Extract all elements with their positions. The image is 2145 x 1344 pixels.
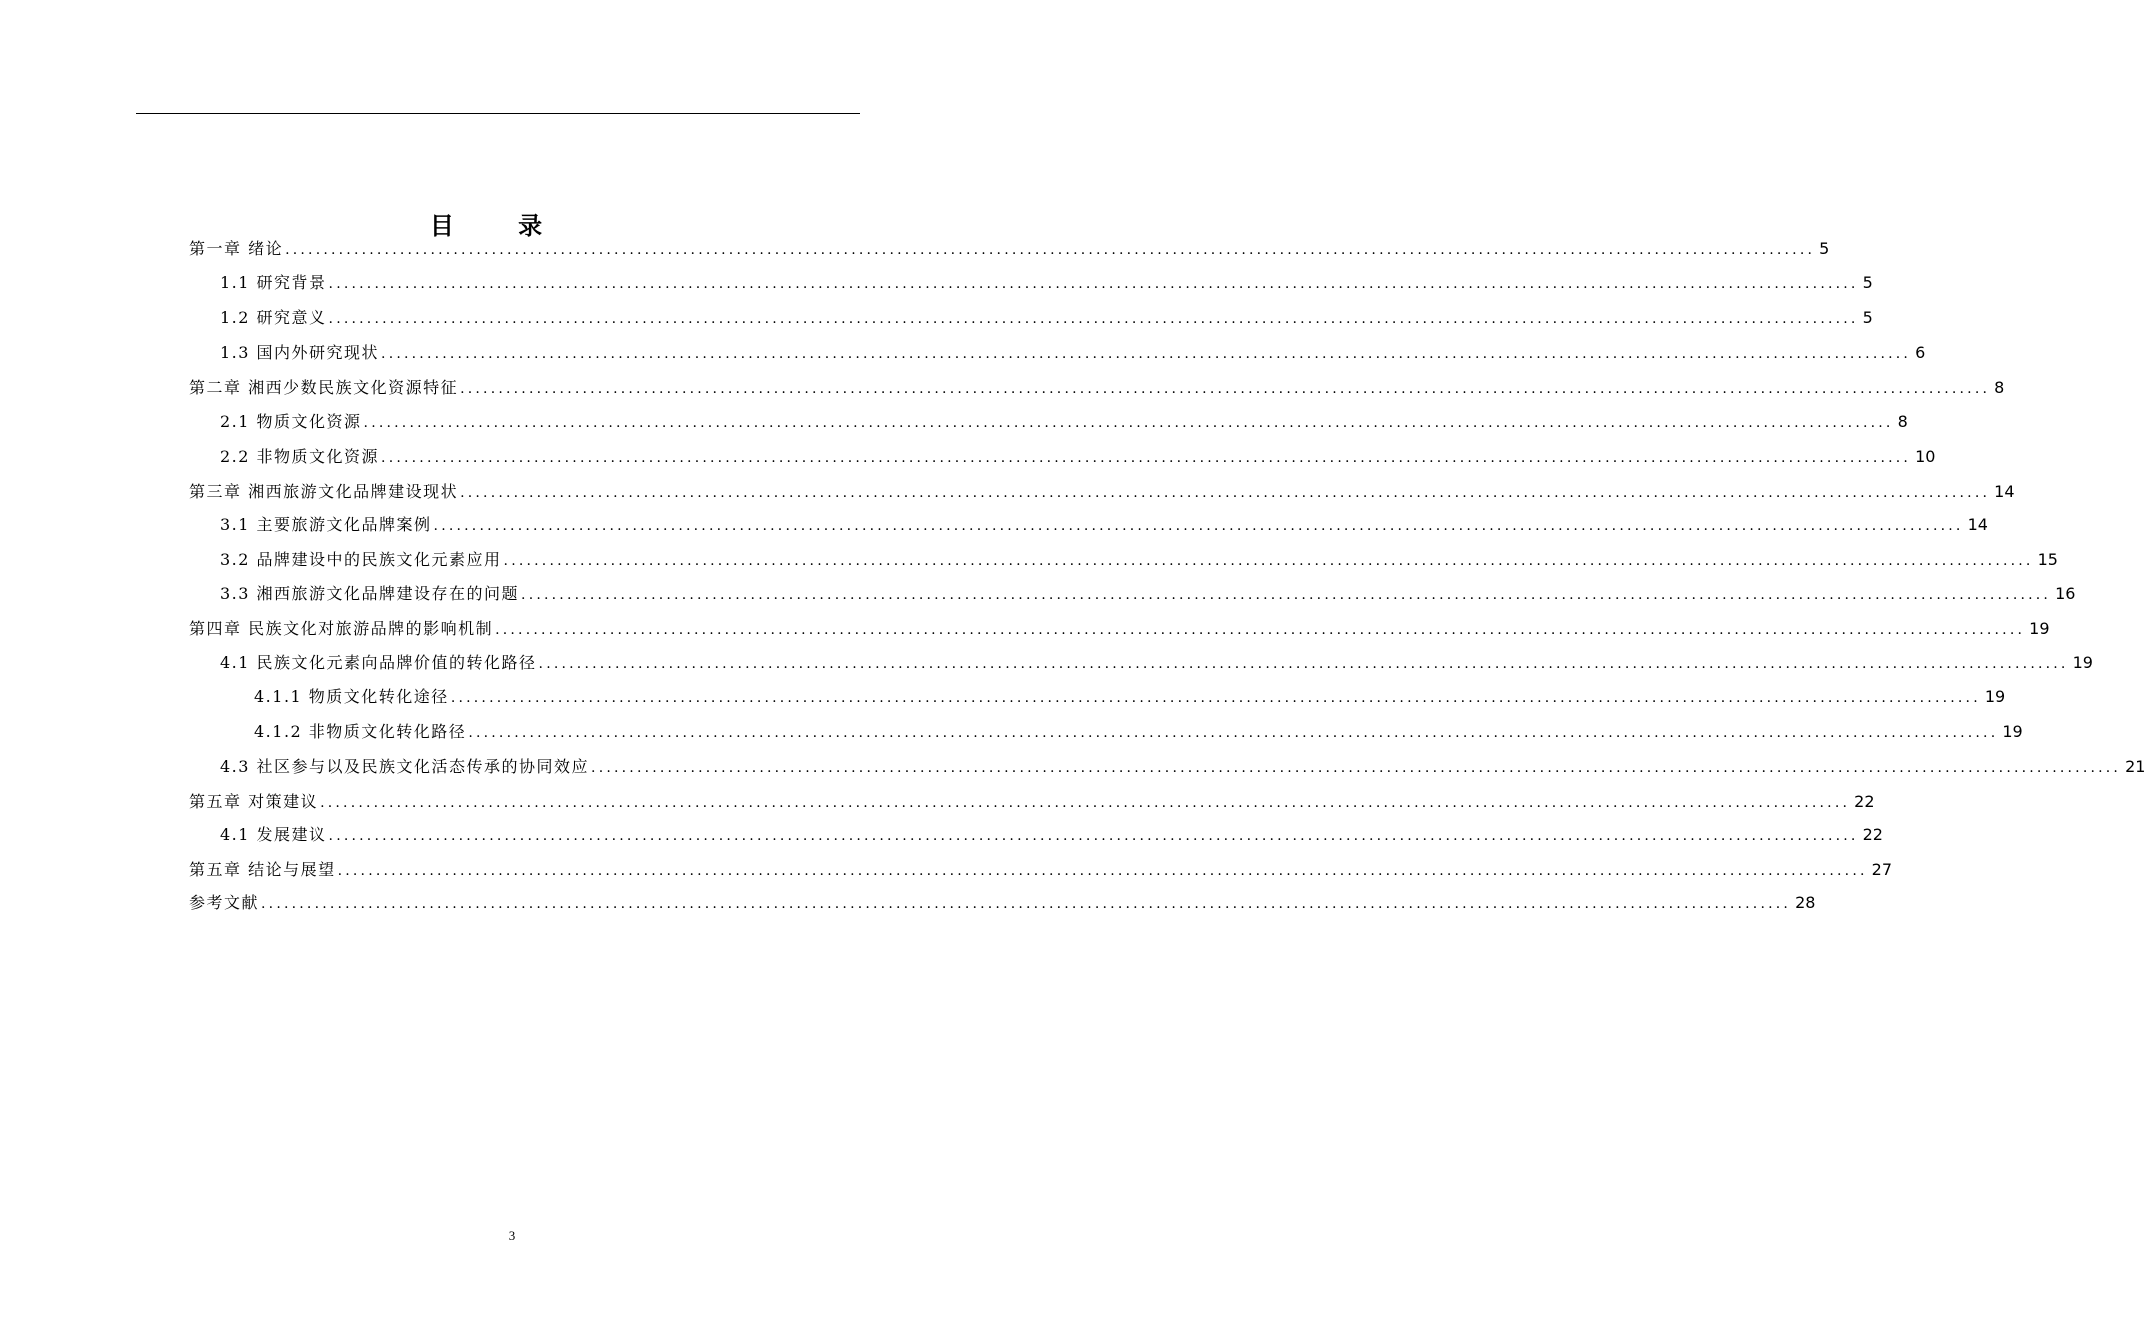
- toc-entry[interactable]: [189, 721, 2023, 743]
- toc-entry-title: 1.1 研究背景: [220, 273, 327, 292]
- toc-leader-dots: ........................................................................................................................................................................................................: [468, 725, 1999, 741]
- toc-leader-dots: ........................................................................................................................................................................................................: [328, 828, 1859, 844]
- toc-entry-page: 5: [1862, 273, 1873, 292]
- toc-entry[interactable]: [189, 446, 1936, 468]
- toc-entry-title: 第一章 绪论: [189, 239, 284, 258]
- toc-entry[interactable]: [189, 583, 2076, 605]
- toc-entry-page: 6: [1915, 343, 1926, 362]
- toc-entry-page: 14: [1994, 482, 2015, 501]
- toc-entry-title: 第四章 民族文化对旅游品牌的影响机制: [189, 619, 494, 638]
- toc-leader-dots: ........................................................................................................................................................................................................: [381, 346, 1912, 362]
- toc-entry[interactable]: [189, 377, 2005, 399]
- toc-entry-title: 参考文献: [189, 893, 260, 912]
- toc-entry-page: 8: [1994, 378, 2005, 397]
- toc-entry[interactable]: [189, 307, 1873, 329]
- toc-entry-page: 28: [1795, 893, 1816, 912]
- toc-entry-page: 16: [2055, 584, 2076, 603]
- toc-entry-title: 4.1.2 非物质文化转化路径: [254, 722, 467, 741]
- toc-entry-title: 2.1 物质文化资源: [220, 412, 362, 431]
- toc-entry-page: 27: [1871, 860, 1892, 879]
- toc-entry-title: 第三章 湘西旅游文化品牌建设现状: [189, 482, 459, 501]
- toc-entry-title: 3.2 品牌建设中的民族文化元素应用: [220, 550, 502, 569]
- toc-entry-title: 4.1 民族文化元素向品牌价值的转化路径: [220, 653, 537, 672]
- toc-entry-title: 4.1.1 物质文化转化途径: [254, 687, 449, 706]
- toc-leader-dots: ........................................................................................................................................................................................................: [503, 553, 2034, 569]
- toc-entry-page: 21: [2125, 757, 2145, 776]
- toc-entry-page: 8: [1897, 412, 1908, 431]
- toc-leader-dots: ........................................................................................................................................................................................................: [320, 795, 1851, 811]
- toc-leader-dots: ........................................................................................................................................................................................................: [328, 311, 1859, 327]
- toc-leader-dots: ........................................................................................................................................................................................................: [433, 518, 1964, 534]
- toc-leader-dots: ........................................................................................................................................................................................................: [538, 656, 2069, 672]
- toc-entry-page: 14: [1967, 515, 1988, 534]
- toc-leader-dots: ........................................................................................................................................................................................................: [460, 485, 1991, 501]
- header-rule: [136, 113, 860, 114]
- toc-entry[interactable]: [189, 892, 1816, 914]
- page-number: 3: [508, 1228, 516, 1243]
- toc-entry[interactable]: [189, 514, 1988, 536]
- toc-entry-title: 2.2 非物质文化资源: [220, 447, 380, 466]
- toc-entry-title: 第五章 结论与展望: [189, 860, 336, 879]
- toc-leader-dots: ........................................................................................................................................................................................................: [495, 622, 2026, 638]
- toc-entry-title: 1.2 研究意义: [220, 308, 327, 327]
- toc-entry-page: 19: [2072, 653, 2093, 672]
- toc-entry-page: 22: [1854, 792, 1875, 811]
- toc-entry[interactable]: [189, 756, 2145, 778]
- toc-leader-dots: ........................................................................................................................................................................................................: [337, 863, 1868, 879]
- toc-entry-title: 1.3 国内外研究现状: [220, 343, 380, 362]
- toc-entry[interactable]: [189, 481, 2015, 503]
- toc-entry[interactable]: [189, 618, 2050, 640]
- toc-entry-title: 4.1 发展建议: [220, 825, 327, 844]
- toc-entry-page: 5: [1862, 308, 1873, 327]
- toc-entry[interactable]: [189, 238, 1830, 260]
- toc-leader-dots: ........................................................................................................................................................................................................: [591, 760, 2122, 776]
- toc-entry[interactable]: [189, 791, 1875, 813]
- toc-entry[interactable]: [189, 824, 1883, 846]
- toc-leader-dots: ........................................................................................................................................................................................................: [450, 690, 1981, 706]
- toc-entry-page: 15: [2037, 550, 2058, 569]
- toc-entry[interactable]: [189, 652, 2093, 674]
- toc-entry-title: 3.3 湘西旅游文化品牌建设存在的问题: [220, 584, 520, 603]
- toc-leader-dots: ........................................................................................................................................................................................................: [521, 587, 2052, 603]
- toc-leader-dots: ........................................................................................................................................................................................................: [363, 415, 1894, 431]
- toc-entry[interactable]: [189, 411, 1908, 433]
- toc-entry[interactable]: [189, 686, 2006, 708]
- toc-entry-page: 19: [2002, 722, 2023, 741]
- toc-entry-page: 19: [2029, 619, 2050, 638]
- toc-entry-title: 第五章 对策建议: [189, 792, 319, 811]
- toc-entry-title: 3.1 主要旅游文化品牌案例: [220, 515, 432, 534]
- toc-entry-page: 5: [1819, 239, 1830, 258]
- toc-entry[interactable]: [189, 859, 1892, 881]
- toc-leader-dots: ........................................................................................................................................................................................................: [381, 450, 1912, 466]
- toc-entry-page: 22: [1862, 825, 1883, 844]
- toc-entry-page: 19: [1984, 687, 2006, 706]
- toc-entry-page: 10: [1915, 447, 1936, 466]
- toc-leader-dots: ........................................................................................................................................................................................................: [460, 381, 1991, 397]
- toc-leader-dots: ........................................................................................................................................................................................................: [261, 896, 1792, 912]
- toc-leader-dots: ........................................................................................................................................................................................................: [285, 242, 1816, 258]
- toc-entry[interactable]: [189, 272, 1873, 294]
- toc-entry[interactable]: [189, 549, 2058, 571]
- toc-entry-title: 第二章 湘西少数民族文化资源特征: [189, 378, 459, 397]
- toc-leader-dots: ........................................................................................................................................................................................................: [328, 276, 1859, 292]
- toc-entry[interactable]: [189, 342, 1926, 364]
- toc-title: 目 录: [429, 212, 571, 240]
- toc-entry-title: 4.3 社区参与以及民族文化活态传承的协同效应: [220, 757, 590, 776]
